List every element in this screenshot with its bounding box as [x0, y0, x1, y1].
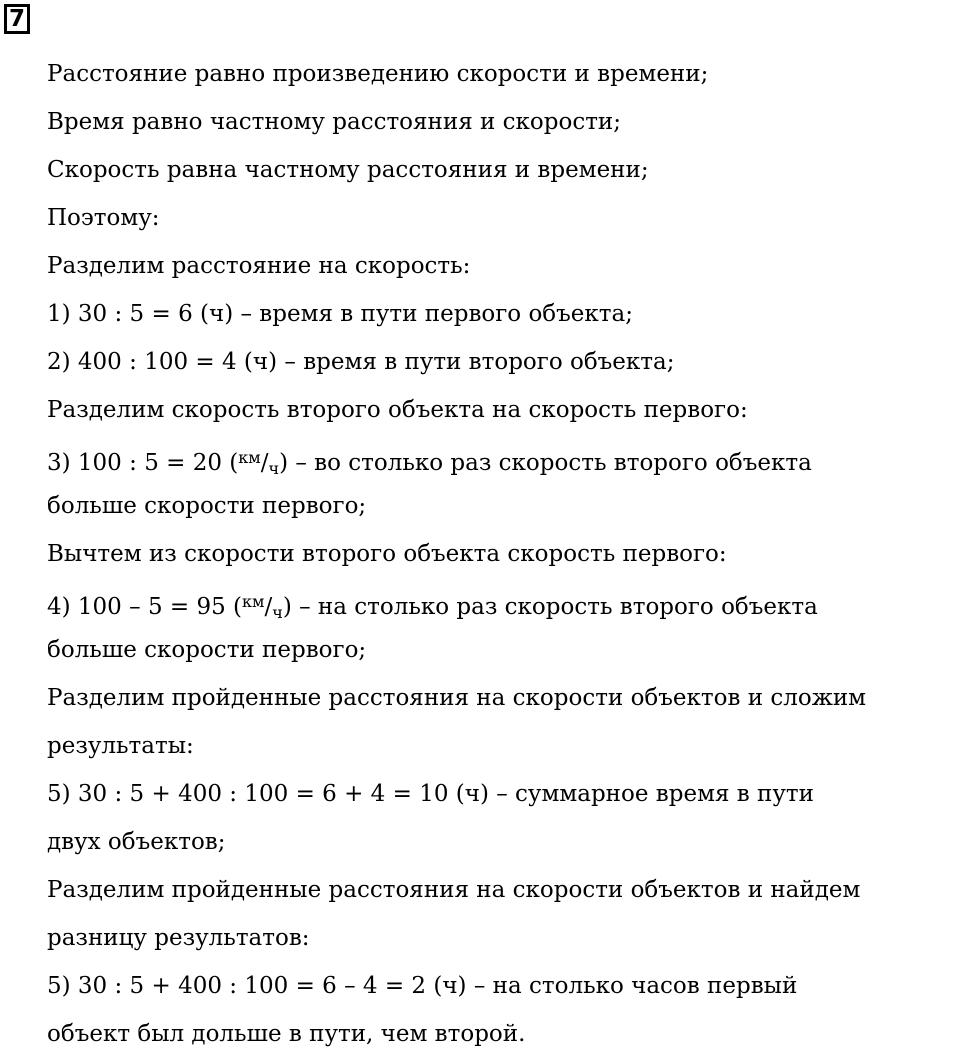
text-line-4: Поэтому: [47, 205, 160, 231]
text-line-5: Разделим расстояние на скорость: [47, 253, 471, 279]
unit-numerator: км [242, 592, 265, 611]
text-line-3: Скорость равна частному расстояния и времени; [47, 157, 649, 183]
text-line-2: Время равно частному расстояния и скорости; [47, 109, 622, 135]
text-line-17: двух объектов; [47, 829, 226, 855]
text-line-12 [47, 578, 957, 626]
text-line-1: Расстояние равно произведению скорости и времени; [47, 61, 709, 87]
unit-km-per-h [238, 450, 279, 476]
equation-4-start: 4) 100 – 5 = 95 ( [47, 594, 243, 620]
text-line-15: результаты: [47, 733, 194, 759]
unit-numerator: км [238, 448, 261, 467]
unit-slash: / [260, 450, 269, 476]
text-line-8: Разделим скорость второго объекта на скорость первого: [47, 397, 748, 423]
text-line-13: больше скорости первого; [47, 637, 367, 663]
text-line-18: Разделим пройденные расстояния на скорости объектов и найдем [47, 877, 861, 903]
text-line-14: Разделим пройденные расстояния на скорости объектов и сложим [47, 685, 867, 711]
unit-denominator: ч [272, 603, 283, 622]
text-line-7: 2) 400 : 100 = 4 (ч) – время в пути второго объекта; [47, 349, 675, 375]
text-line-20: 5) 30 : 5 + 400 : 100 = 6 – 4 = 2 (ч) – на столько часов первый [47, 973, 798, 999]
text-line-11: Вычтем из скорости второго объекта скорость первого: [47, 541, 727, 567]
text-line-6: 1) 30 : 5 = 6 (ч) – время в пути первого объекта; [47, 301, 633, 327]
text-line-9 [47, 434, 957, 482]
text-line-16: 5) 30 : 5 + 400 : 100 = 6 + 4 = 10 (ч) – суммарное время в пути [47, 781, 814, 807]
text-line-21: объект был дольше в пути, чем второй. [47, 1021, 526, 1047]
task-number-badge: 7 [4, 4, 30, 34]
unit-denominator: ч [268, 459, 280, 478]
solution-text [47, 50, 957, 1058]
unit-km-per-h [242, 594, 283, 620]
text-line-10: больше скорости первого; [47, 493, 367, 519]
unit-slash: / [264, 594, 273, 620]
equation-3-start: 3) 100 : 5 = 20 ( [47, 450, 239, 476]
text-line-19: разницу результатов: [47, 925, 310, 951]
equation-3-end: ) – во столько раз скорость второго объекта [279, 450, 812, 476]
equation-4-end: ) – на столько раз скорость второго объекта [282, 594, 818, 620]
